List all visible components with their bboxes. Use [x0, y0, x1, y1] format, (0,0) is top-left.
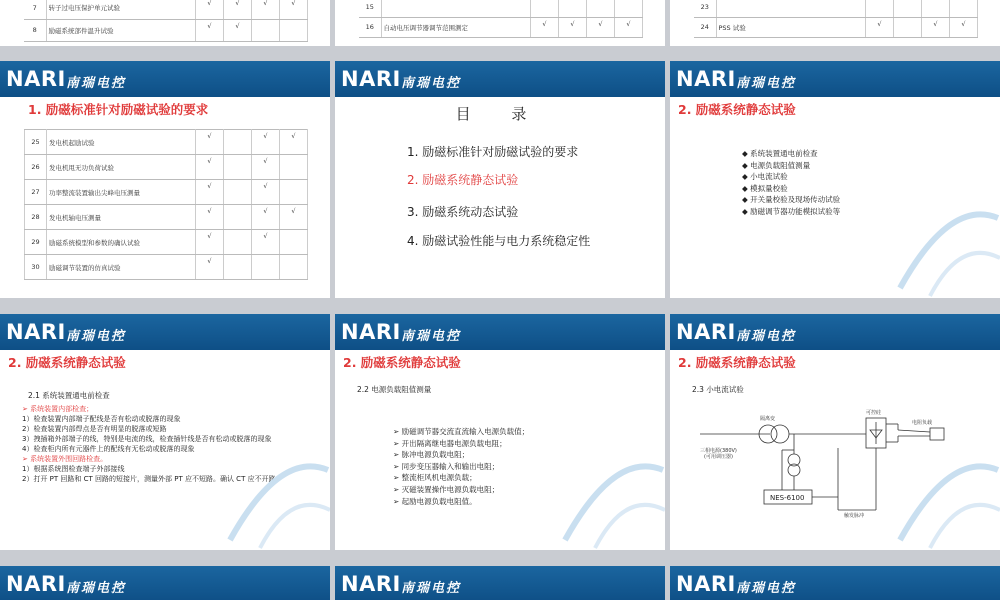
- row-number: 25: [25, 130, 47, 155]
- list-item: ➢ 同步变压器输入和输出电阻；: [393, 461, 500, 471]
- check-cell: √: [224, 19, 252, 41]
- list-item: ◆ 开关量校验及现场传动试验: [742, 195, 841, 204]
- nari-logo: NARI: [6, 67, 66, 91]
- slide-header: [0, 566, 330, 600]
- check-cell: [224, 230, 252, 255]
- test-name: 转子过电压保护单元试验: [46, 0, 196, 19]
- check-cell: [224, 130, 252, 155]
- test-name: 发电机起励试验: [47, 130, 196, 155]
- check-cell: √: [252, 155, 280, 180]
- company-name: 南瑞电控: [736, 581, 797, 596]
- slide-header: [0, 314, 330, 350]
- company-name: 南瑞电控: [66, 76, 127, 91]
- check-line: 1）根据系统图检查端子外部接线: [22, 465, 125, 473]
- table-row: [25, 255, 308, 280]
- check-cell: [224, 255, 252, 280]
- source-line-1: 三相电源(380V): [700, 448, 737, 454]
- slide-bottom-mid[interactable]: [335, 566, 665, 600]
- slide-header: [670, 566, 1000, 600]
- nari-logo: NARI: [676, 67, 736, 91]
- slide-requirements[interactable]: [0, 61, 330, 298]
- check-cell: [866, 0, 894, 17]
- check-cell: √: [280, 0, 308, 19]
- row-number: 8: [24, 19, 46, 41]
- slide-header: [335, 314, 665, 350]
- diagram-label-scr: 可控硅: [866, 410, 882, 416]
- test-name: PSS 试验: [716, 17, 866, 37]
- check-cell: √: [587, 17, 615, 37]
- list-item: ◆ 电源负载阻值测量: [742, 160, 811, 170]
- toc-item-1[interactable]: 1. 励磁标准针对励磁试验的要求: [407, 145, 579, 159]
- row-number: 16: [359, 17, 381, 37]
- test-name: 功率整流装置输出尖峰电压测量: [47, 180, 196, 205]
- check-cell: [252, 19, 280, 41]
- list-item: ◆ 小电流试验: [742, 172, 788, 181]
- check-line: 4）检查柜内所有元器件上的配线有无松动或脱落的现象: [22, 445, 195, 453]
- section-subtitle: 2.1 系统装置通电前检查: [28, 391, 110, 400]
- check-cell: √: [559, 17, 587, 37]
- slide-small-current[interactable]: [670, 314, 1000, 550]
- list-item: ◆ 系统装置通电前检查: [742, 149, 818, 158]
- check-cell: [224, 205, 252, 230]
- company-name: 南瑞电控: [401, 329, 462, 344]
- check-cell: [587, 0, 615, 17]
- check-cell: √: [196, 180, 224, 205]
- check-cell: [280, 230, 308, 255]
- check-cell: [224, 180, 252, 205]
- row-number: 30: [25, 255, 47, 280]
- check-cell: √: [252, 180, 280, 205]
- slide-title: 2. 励磁系统静态试验: [678, 102, 796, 117]
- check-cell: [280, 180, 308, 205]
- source-line-2: (可用调压器): [704, 454, 733, 460]
- row-number: 15: [359, 0, 381, 17]
- table-row: [25, 180, 308, 205]
- table-row: [24, 0, 308, 19]
- slide-top-mid[interactable]: [335, 0, 665, 46]
- measurement-list: [393, 426, 529, 507]
- test-name: [381, 0, 531, 17]
- check-cell: √: [196, 155, 224, 180]
- row-number: 26: [25, 155, 47, 180]
- check-cell: √: [196, 0, 224, 19]
- table-row: [25, 230, 308, 255]
- check-line: 2）检查装置内部焊点是否有明显的脱落或短路: [22, 425, 167, 433]
- row-number: 24: [694, 17, 716, 37]
- table-row: [694, 17, 978, 37]
- slide-top-right[interactable]: [670, 0, 1000, 46]
- section-subtitle: 2.2 电源负载阻值测量: [357, 385, 432, 394]
- check-cell: [280, 19, 308, 41]
- check-cell: √: [950, 17, 978, 37]
- check-cell: √: [922, 17, 950, 37]
- table-row: [25, 130, 308, 155]
- nari-logo: NARI: [676, 320, 736, 344]
- diagram-label-device: NES-6100: [770, 494, 805, 502]
- company-name: 南瑞电控: [736, 76, 797, 91]
- check-cell: √: [252, 205, 280, 230]
- check-cell: √: [252, 230, 280, 255]
- slide-header: [0, 61, 330, 97]
- slide-bottom-left[interactable]: [0, 566, 330, 600]
- toc-item-4[interactable]: 4. 励磁试验性能与电力系统稳定性: [407, 234, 591, 248]
- check-cell: √: [224, 0, 252, 19]
- test-name: [716, 0, 866, 17]
- small-current-circuit-diagram: [698, 400, 958, 518]
- check-cell: √: [196, 255, 224, 280]
- check-cell: √: [252, 0, 280, 19]
- diagram-label-load: 电阻负载: [912, 420, 933, 426]
- slide-static-test-overview[interactable]: [670, 61, 1000, 298]
- nari-logo: NARI: [676, 572, 736, 596]
- slide-title: 1. 励磁标准针对励磁试验的要求: [28, 102, 209, 117]
- test-name: 自动电压调节器调节范围测定: [381, 17, 531, 37]
- requirements-table: [359, 0, 643, 38]
- slide-header: [670, 314, 1000, 350]
- test-name: 发电机甩无功负荷试验: [47, 155, 196, 180]
- check-line: ➢ 系统装置外围回路检查。: [22, 455, 108, 463]
- check-line: 1）检查装置内部端子配线是否有松动或脱落的现象: [22, 415, 181, 423]
- nari-logo: NARI: [341, 320, 401, 344]
- check-line: 3）拽插箱外部端子的线，特别是电流的线，检查插针线是否有松动或脱落的现象: [22, 435, 272, 443]
- slide-load-resistance[interactable]: [335, 314, 665, 550]
- check-lines: [22, 404, 307, 484]
- check-cell: √: [531, 17, 559, 37]
- check-cell: [252, 255, 280, 280]
- list-item: ◆ 励磁调节器功能模拟试验等: [742, 206, 841, 216]
- check-cell: [531, 0, 559, 17]
- diagram-label-source: [700, 447, 738, 460]
- table-row: [359, 17, 643, 37]
- requirements-table: [24, 0, 308, 42]
- slide-header: [335, 566, 665, 600]
- list-item: ➢ 脉冲电源负载电阻；: [393, 450, 470, 460]
- requirements-table: [694, 0, 978, 38]
- diagram-label-pulse: 触发脉冲: [844, 513, 865, 518]
- contents-heading: 目 录: [455, 105, 545, 123]
- table-row: [25, 205, 308, 230]
- check-cell: [559, 0, 587, 17]
- list-item: ◆ 模拟量校验: [742, 183, 788, 193]
- table-row: [25, 155, 308, 180]
- list-item: ➢ 励磁调节器交流直流输入电源负载值；: [393, 427, 530, 436]
- toc-item-3[interactable]: 3. 励磁系统动态试验: [407, 205, 519, 219]
- check-cell: √: [252, 130, 280, 155]
- test-items-list: [742, 148, 840, 217]
- slide-pre-power-check[interactable]: [0, 314, 330, 550]
- toc-item-2[interactable]: 2. 励磁系统静态试验: [407, 173, 519, 187]
- nari-logo: NARI: [341, 67, 401, 91]
- company-name: 南瑞电控: [66, 329, 127, 344]
- slide-bottom-right[interactable]: [670, 566, 1000, 600]
- check-cell: [950, 0, 978, 17]
- slide-title: 2. 励磁系统静态试验: [343, 355, 461, 370]
- check-cell: √: [615, 17, 643, 37]
- list-item: ➢ 灭磁装置操作电源负载电阻；: [393, 484, 500, 494]
- arc-decoration: [890, 178, 1000, 298]
- company-name: 南瑞电控: [736, 329, 797, 344]
- row-number: 29: [25, 230, 47, 255]
- table-row: [359, 0, 643, 17]
- slide-title: 2. 励磁系统静态试验: [678, 355, 796, 370]
- slide-contents[interactable]: [335, 61, 665, 298]
- check-cell: √: [280, 130, 308, 155]
- test-name: 励磁系统模型和参数的确认试验: [47, 230, 196, 255]
- list-item: ➢ 起励电源负载电阻值。: [393, 496, 477, 506]
- slide-header: [670, 61, 1000, 97]
- test-name: 励磁系统部件温升试验: [46, 19, 196, 41]
- nari-logo: NARI: [6, 572, 66, 596]
- slide-top-left[interactable]: [0, 0, 330, 46]
- row-number: 7: [24, 0, 46, 19]
- check-cell: √: [196, 130, 224, 155]
- check-cell: √: [866, 17, 894, 37]
- company-name: 南瑞电控: [401, 76, 462, 91]
- list-item: ➢ 开出隔离继电器电源负载电阻；: [393, 438, 507, 448]
- check-cell: [615, 0, 643, 17]
- check-cell: [922, 0, 950, 17]
- check-cell: [894, 0, 922, 17]
- row-number: 23: [694, 0, 716, 17]
- test-name: 励磁调节装置的仿真试验: [47, 255, 196, 280]
- table-row: [694, 0, 978, 17]
- nari-logo: NARI: [341, 572, 401, 596]
- row-number: 28: [25, 205, 47, 230]
- arc-decoration: [555, 430, 665, 550]
- table-row: [24, 19, 308, 41]
- check-cell: [224, 155, 252, 180]
- section-subtitle: 2.3 小电流试验: [692, 385, 744, 394]
- check-cell: [894, 17, 922, 37]
- check-cell: [280, 155, 308, 180]
- diagram-label-transformer: 隔离变: [760, 416, 776, 422]
- check-cell: √: [196, 230, 224, 255]
- check-line: ➢ 系统装置内部检查；: [22, 405, 94, 413]
- company-name: 南瑞电控: [401, 581, 462, 596]
- nari-logo: NARI: [6, 320, 66, 344]
- slide-title: 2. 励磁系统静态试验: [8, 355, 126, 370]
- requirements-table: [24, 129, 308, 280]
- row-number: 27: [25, 180, 47, 205]
- check-cell: √: [196, 205, 224, 230]
- check-cell: √: [280, 205, 308, 230]
- check-cell: [280, 255, 308, 280]
- slide-header: [335, 61, 665, 97]
- check-cell: √: [196, 19, 224, 41]
- test-name: 发电机轴电压测量: [47, 205, 196, 230]
- list-item: ➢ 整流柜风机电源负载；: [393, 473, 477, 483]
- company-name: 南瑞电控: [66, 581, 127, 596]
- check-line: 2）打开 PT 回路和 CT 回路的短接片，测量外部 PT 应不短路。确认 CT 应不开路: [22, 475, 276, 483]
